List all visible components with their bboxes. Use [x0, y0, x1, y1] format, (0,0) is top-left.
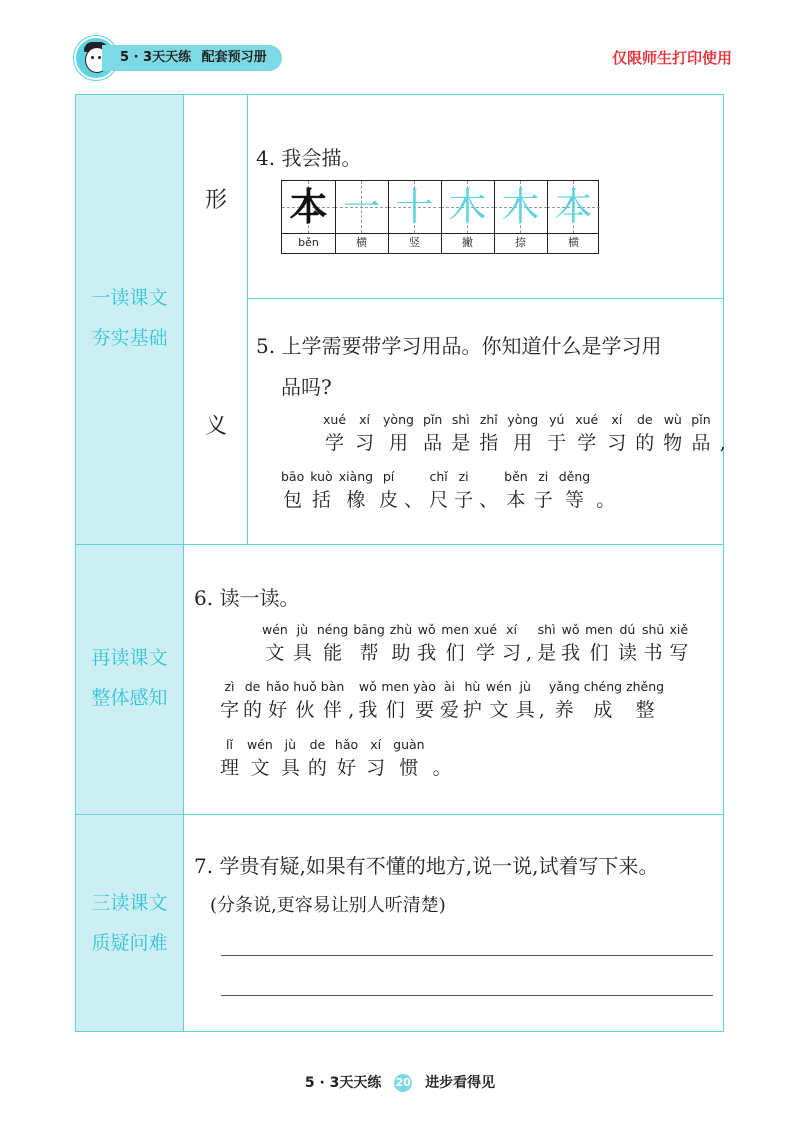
annotated-character [534, 468, 553, 514]
pinyin: men [585, 622, 613, 637]
annotated-character [366, 736, 385, 782]
trace-glyph: 一 [342, 185, 381, 229]
pinyin: yòng [507, 412, 539, 427]
pinyin: shì [451, 412, 470, 427]
annotated-character [559, 468, 590, 514]
hanzi: 伴 [323, 699, 343, 721]
pinyin: děng [558, 469, 591, 484]
footer-slogan: 进步看得见 [425, 1075, 496, 1091]
stroke-name: 撇 [462, 236, 473, 249]
pinyin [479, 468, 498, 486]
hanzi: 物 [663, 432, 683, 454]
trace-cell[interactable] [494, 181, 547, 233]
pinyin: guàn [393, 737, 425, 752]
pinyin: xí [506, 622, 517, 637]
hanzi: 帮 [359, 642, 379, 664]
pinyin: zi [458, 469, 469, 484]
pinyin: xué [323, 412, 347, 427]
pinyin: wù [663, 412, 682, 427]
punctuation [526, 621, 532, 667]
pinyin: zì [224, 679, 235, 694]
hanzi: 。 [596, 489, 616, 511]
hanzi: 是 [451, 432, 471, 454]
annotated-character [353, 621, 384, 667]
pinyin [404, 468, 423, 486]
hanzi: 品 [691, 432, 711, 454]
annotated-character [423, 411, 442, 457]
hanzi: 习 [502, 642, 522, 664]
pinyin [348, 678, 354, 696]
pinyin: men [381, 679, 410, 694]
hanzi: 橡 [346, 489, 366, 511]
hanzi: 助 [391, 642, 411, 664]
hanzi: 品 [423, 432, 443, 454]
meaning-label: 义 [204, 414, 227, 439]
punctuation [720, 411, 726, 457]
pinyin: shì [537, 622, 556, 637]
question-5-prompt-line-1: 5. 上学需要带学习用品。你知道什么是学习用 [256, 334, 662, 358]
hanzi: 用 [388, 432, 408, 454]
annotated-character [417, 621, 436, 667]
hanzi: 写 [669, 642, 689, 664]
annotated-character [293, 621, 312, 667]
hanzi: 字 [220, 699, 240, 721]
question-7-hint: (分条说,更容易让别人听清楚) [210, 895, 446, 916]
pinyin: xí [370, 737, 382, 752]
form-label: 形 [204, 188, 227, 213]
hanzi: 好 [268, 699, 288, 721]
hanzi: 、 [404, 489, 424, 511]
stroke-name: 捺 [515, 236, 526, 249]
hanzi: 惯 [399, 757, 419, 779]
pinyin: xué [575, 412, 599, 427]
pinyin: men [441, 622, 470, 637]
pinyin: wén [485, 679, 512, 694]
annotated-character [516, 678, 535, 724]
punctuation [433, 736, 452, 782]
pinyin: yú [549, 412, 565, 427]
stroke-order-grid [281, 180, 599, 254]
q6-reading-line-1 [262, 621, 693, 667]
model-character-cell [282, 181, 335, 233]
hanzi: 包 [283, 489, 303, 511]
trace-cell[interactable] [441, 181, 494, 233]
annotated-character [383, 411, 414, 457]
pinyin: lǐ [226, 737, 233, 752]
pinyin [596, 468, 615, 486]
annotated-character [321, 678, 345, 724]
hanzi: 具 [292, 642, 312, 664]
hanzi: 们 [589, 642, 609, 664]
pinyin: bāo [281, 469, 305, 484]
q6-reading-line-3 [220, 736, 460, 782]
pinyin: zhěng [626, 679, 665, 694]
annotated-character [537, 621, 556, 667]
pinyin [526, 621, 532, 639]
pinyin: jù [296, 622, 309, 637]
pinyin: dú [619, 622, 636, 637]
hanzi: 能 [323, 642, 343, 664]
annotated-character [335, 736, 358, 782]
pinyin: wén [247, 737, 273, 752]
annotated-character [281, 468, 304, 514]
hanzi: 的 [243, 699, 263, 721]
pinyin: xué [474, 622, 498, 637]
hanzi: , [538, 699, 545, 721]
pinyin: bāng [353, 622, 385, 637]
pinyin: chéng [583, 679, 623, 694]
punctuation [479, 468, 498, 514]
hanzi: 整 [635, 699, 655, 721]
annotated-character [293, 678, 317, 724]
annotated-character [339, 468, 373, 514]
hanzi: 文 [250, 757, 270, 779]
annotated-character [390, 621, 412, 667]
hanzi: 尺 [429, 489, 449, 511]
annotated-character [463, 678, 482, 724]
punctuation [348, 678, 354, 724]
hanzi: 爱 [439, 699, 459, 721]
hanzi: , [719, 432, 726, 454]
character-pinyin: běn [298, 236, 319, 249]
pinyin: wén [262, 622, 288, 637]
pinyin: wǒ [561, 622, 580, 637]
punctuation [404, 468, 423, 514]
hanzi: 习 [366, 757, 386, 779]
annotated-character [323, 411, 346, 457]
pinyin: chǐ [429, 469, 448, 484]
q5-answer-line-1 [323, 411, 735, 457]
pinyin: zi [538, 469, 549, 484]
hanzi: 书 [643, 642, 663, 664]
annotated-character [642, 621, 664, 667]
pinyin: pǐn [691, 412, 711, 427]
pinyin: néng [316, 622, 349, 637]
hanzi: 子 [454, 489, 474, 511]
annotated-character [243, 678, 262, 724]
section-3-label: 三读课文 质疑问难 [91, 892, 168, 954]
stroke-name: 竖 [409, 236, 420, 249]
annotated-character [479, 411, 498, 457]
annotated-character [474, 621, 497, 667]
print-notice: 仅限师生打印使用 [611, 49, 732, 67]
pinyin: kuò [310, 469, 333, 484]
annotated-character [502, 621, 521, 667]
pinyin: hǎo [266, 679, 290, 694]
hanzi: 我 [561, 642, 581, 664]
hanzi: 皮 [379, 489, 399, 511]
page-number: 20 [394, 1074, 412, 1092]
annotated-character [626, 678, 664, 724]
annotated-character [393, 736, 424, 782]
annotated-character [454, 468, 473, 514]
pinyin: de [636, 412, 653, 427]
pinyin: de [244, 679, 261, 694]
pinyin: hǎo [334, 737, 359, 752]
annotated-character [381, 678, 409, 724]
hanzi: 们 [445, 642, 465, 664]
annotated-character [618, 621, 637, 667]
annotated-character [379, 468, 398, 514]
annotated-character [413, 678, 436, 724]
pinyin: hù [464, 679, 481, 694]
answer-write-line[interactable] [221, 955, 713, 956]
pinyin: xiàng [338, 469, 374, 484]
pinyin [539, 678, 545, 696]
annotated-character [220, 678, 239, 724]
hanzi: 是 [537, 642, 557, 664]
pinyin: de [309, 737, 326, 752]
trace-glyph: 十 [395, 185, 434, 229]
annotated-character [507, 411, 538, 457]
hanzi: , [348, 699, 355, 721]
annotated-character [262, 621, 288, 667]
pinyin: shū [641, 622, 665, 637]
annotated-character [504, 468, 528, 514]
pinyin: běn [504, 469, 528, 484]
pinyin: xí [611, 412, 623, 427]
annotated-character [308, 736, 327, 782]
annotated-character [575, 411, 598, 457]
annotated-character [441, 621, 469, 667]
annotated-character [429, 468, 448, 514]
hanzi: 括 [311, 489, 331, 511]
hanzi: 我 [417, 642, 437, 664]
annotated-character [451, 411, 470, 457]
hanzi: 护 [462, 699, 482, 721]
section-2-label: 再读课文 整体感知 [91, 647, 168, 709]
annotated-character [358, 678, 377, 724]
hanzi: 习 [355, 432, 375, 454]
pinyin [433, 736, 452, 754]
hanzi: 文 [265, 642, 285, 664]
annotated-character [635, 411, 654, 457]
question-7-prompt: 7. 学贵有疑,如果有不懂的地方,说一说,试着写下来。 [194, 854, 659, 878]
page-header [72, 36, 732, 78]
trace-glyph: 木 [501, 185, 540, 229]
hanzi: 养 [554, 699, 574, 721]
question-4-prompt: 4. 我会描。 [256, 146, 362, 170]
trace-cell[interactable] [335, 181, 388, 233]
annotated-character [355, 411, 374, 457]
series-banner [102, 45, 282, 71]
punctuation [539, 678, 545, 724]
trace-glyph: 木 [448, 185, 487, 229]
footer-series: 5 · 3天天练 [304, 1075, 382, 1091]
hanzi: 用 [513, 432, 533, 454]
hanzi: 理 [220, 757, 240, 779]
question-6-prompt: 6. 读一读。 [194, 586, 300, 610]
stroke-name: 横 [568, 236, 579, 249]
hanzi: 要 [415, 699, 435, 721]
pinyin: huǒ [293, 679, 317, 694]
pinyin: ài [443, 679, 455, 694]
annotated-character [486, 678, 512, 724]
annotated-character [691, 411, 710, 457]
pinyin: wǒ [417, 622, 436, 637]
punctuation [596, 468, 615, 514]
pinyin: jù [519, 679, 531, 694]
hanzi: 读 [617, 642, 637, 664]
annotated-character [584, 678, 622, 724]
annotated-character [585, 621, 613, 667]
hanzi: 文 [489, 699, 509, 721]
pinyin: jù [284, 737, 297, 752]
pinyin: wǒ [358, 679, 377, 694]
pinyin: yòng [383, 412, 414, 427]
hanzi: 习 [607, 432, 627, 454]
annotated-character [440, 678, 459, 724]
annotated-character [669, 621, 688, 667]
hanzi: 好 [337, 757, 357, 779]
pinyin: xiě [669, 622, 689, 637]
hanzi: 具 [280, 757, 300, 779]
hanzi: 指 [479, 432, 499, 454]
hanzi: 学 [325, 432, 345, 454]
q5-answer-line-2 [281, 468, 621, 514]
annotated-character [547, 411, 566, 457]
annotated-character [317, 621, 348, 667]
annotated-character [247, 736, 273, 782]
annotated-character [561, 621, 580, 667]
book-title: 配套预习册 [201, 50, 267, 65]
pinyin [720, 411, 726, 429]
model-character: 本 [289, 184, 328, 229]
hanzi: 子 [533, 489, 553, 511]
annotated-character [549, 678, 580, 724]
hanzi: 本 [506, 489, 526, 511]
annotated-character [310, 468, 332, 514]
hanzi: 我 [358, 699, 378, 721]
hanzi: 、 [479, 489, 499, 511]
trace-glyph: 本 [554, 185, 593, 229]
series-title: 5 · 3天天练 [120, 50, 192, 65]
annotated-character [607, 411, 626, 457]
pinyin: xí [359, 412, 370, 427]
hanzi: 学 [577, 432, 597, 454]
section-1-label: 一读课文 夯实基础 [91, 287, 168, 349]
hanzi: 。 [432, 757, 452, 779]
stroke-name: 横 [356, 236, 367, 249]
pinyin: yào [413, 679, 436, 694]
trace-cell[interactable] [547, 181, 600, 233]
annotated-character [266, 678, 289, 724]
annotated-character [663, 411, 682, 457]
answer-write-line[interactable] [221, 995, 713, 996]
page-footer [0, 1072, 800, 1092]
trace-cell[interactable] [388, 181, 441, 233]
pinyin: yǎng [548, 679, 580, 694]
hanzi: 的 [635, 432, 655, 454]
hanzi: 等 [564, 489, 584, 511]
annotated-character [281, 736, 300, 782]
pinyin: bàn [320, 679, 345, 694]
pinyin: zhǐ [479, 412, 498, 427]
annotated-character [220, 736, 239, 782]
pinyin: pǐn [422, 412, 443, 427]
hanzi: 成 [593, 699, 613, 721]
q6-reading-line-2 [220, 678, 668, 724]
hanzi: 于 [547, 432, 567, 454]
question-5-prompt-line-2: 品吗? [281, 375, 332, 399]
hanzi: 的 [307, 757, 327, 779]
pinyin: pí [382, 469, 395, 484]
pinyin: zhù [389, 622, 413, 637]
hanzi: 具 [515, 699, 535, 721]
hanzi: 们 [385, 699, 405, 721]
hanzi: , [526, 642, 533, 664]
hanzi: 伙 [295, 699, 315, 721]
hanzi: 学 [476, 642, 496, 664]
